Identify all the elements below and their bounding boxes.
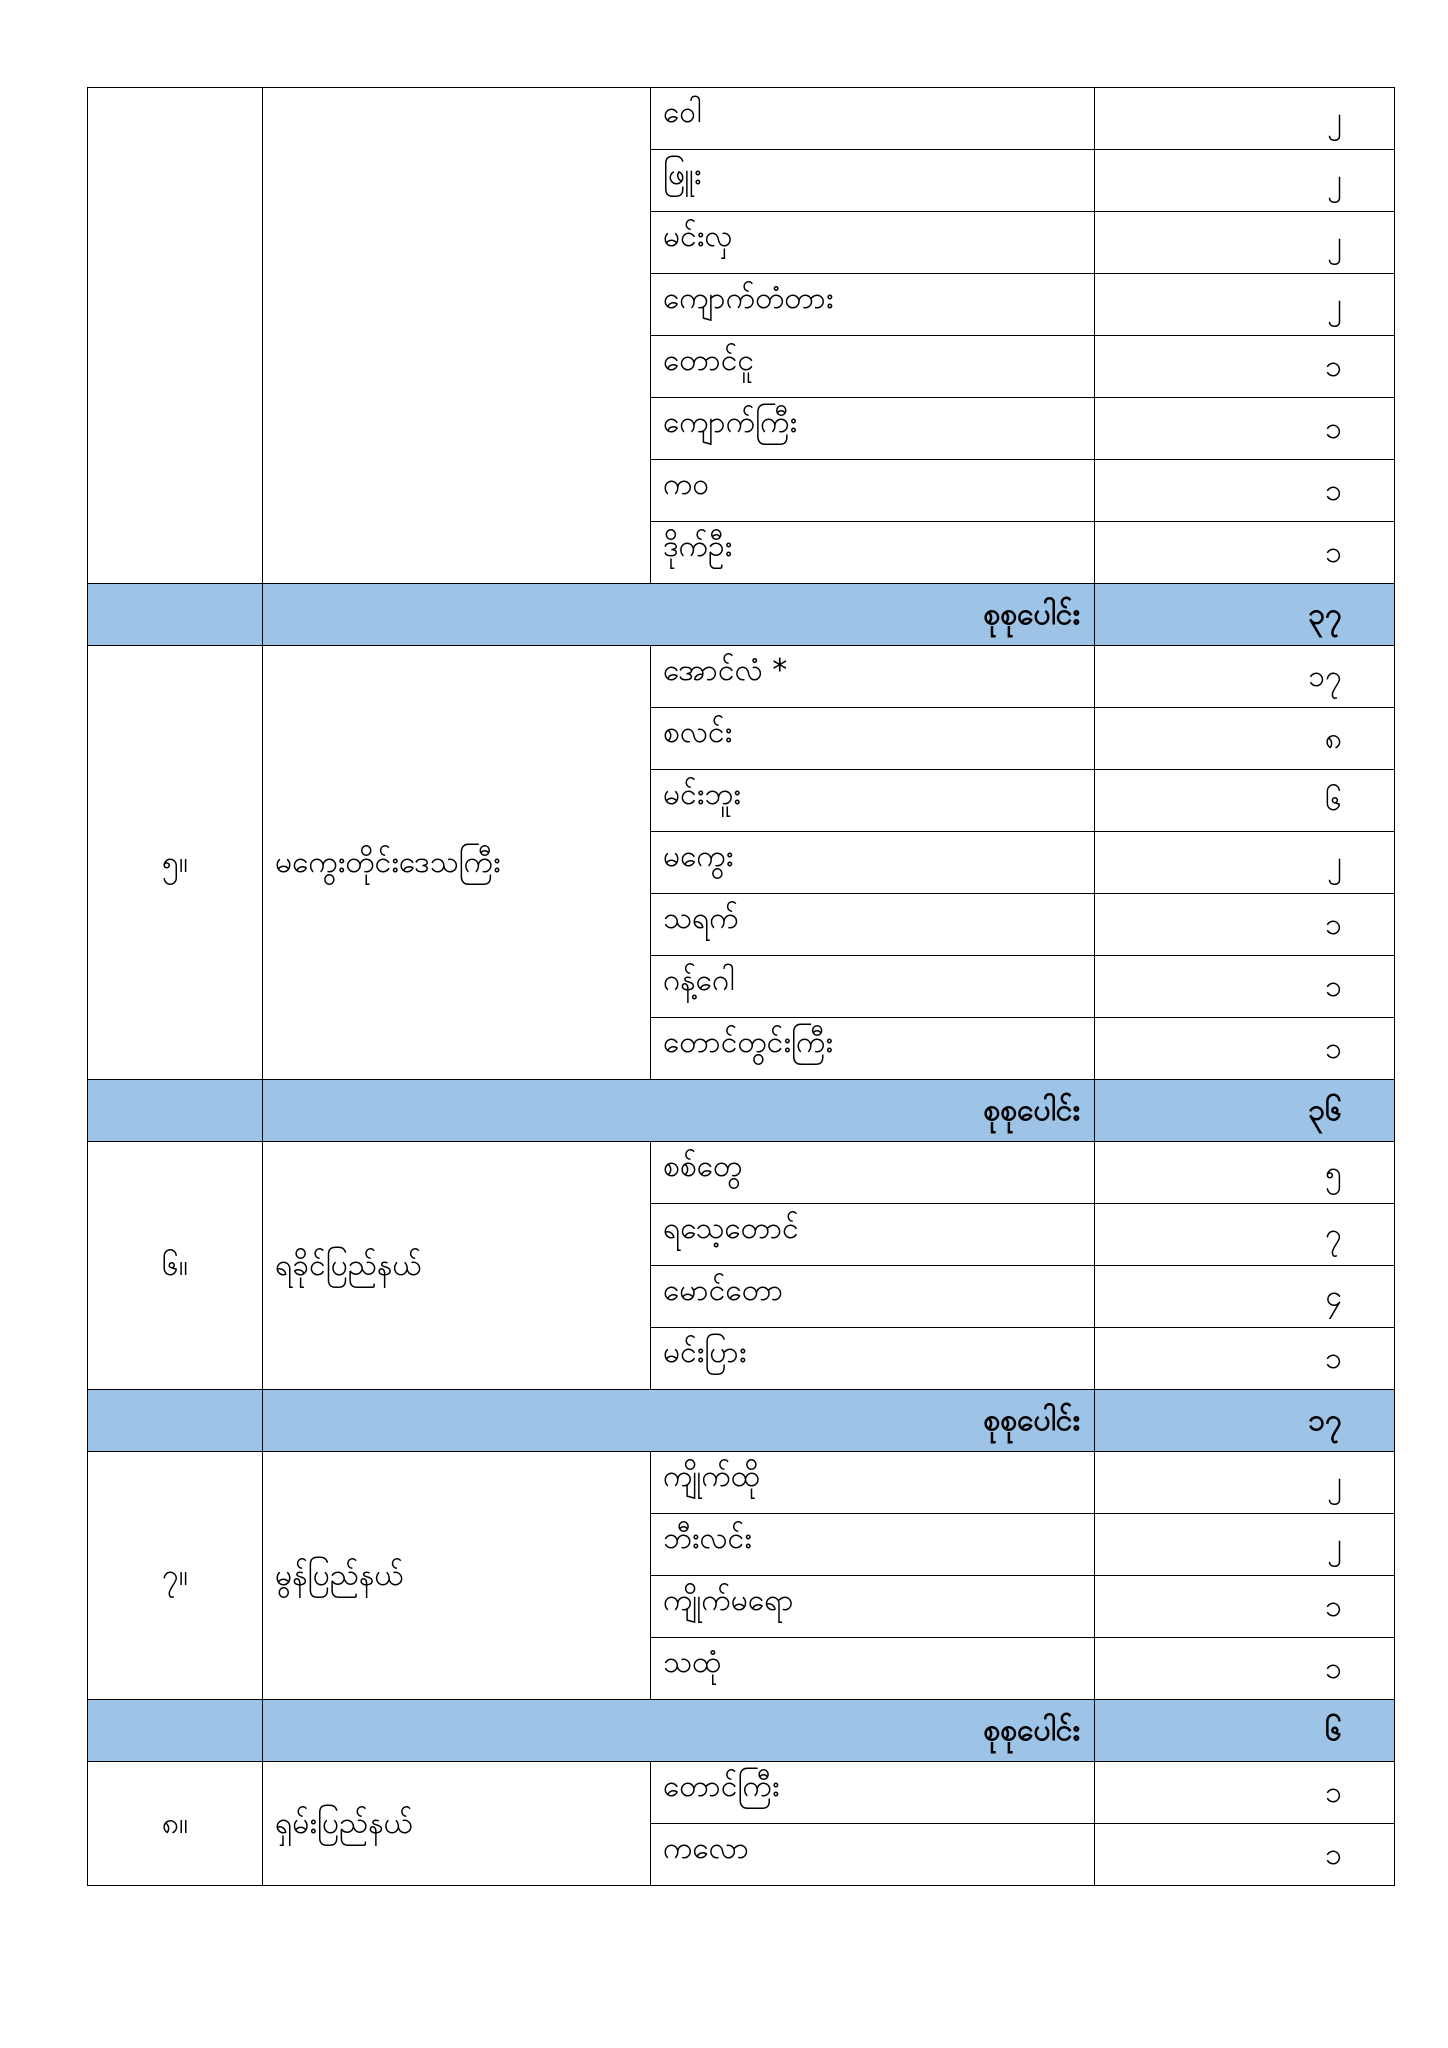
region-name: ရှမ်းပြည်နယ် bbox=[263, 1762, 651, 1886]
township-count: ၂ bbox=[1095, 212, 1395, 274]
section-number: ၆။ bbox=[88, 1142, 263, 1390]
total-label: စုစုပေါင်း bbox=[263, 1080, 1095, 1142]
township-name: သထုံ bbox=[651, 1638, 1095, 1700]
township-count: ၁ bbox=[1095, 1762, 1395, 1824]
total-value: ၁၇ bbox=[1095, 1390, 1395, 1452]
total-row-spacer bbox=[88, 584, 263, 646]
township-name: မကွေး bbox=[651, 832, 1095, 894]
total-value: ၃၇ bbox=[1095, 584, 1395, 646]
total-label: စုစုပေါင်း bbox=[263, 1390, 1095, 1452]
township-name: ကျိုက်မရော bbox=[651, 1576, 1095, 1638]
township-name: ကျိုက်ထို bbox=[651, 1452, 1095, 1514]
township-count: ၂ bbox=[1095, 88, 1395, 150]
township-name: မင်းပြား bbox=[651, 1328, 1095, 1390]
township-name: ဂန့်ဂေါ bbox=[651, 956, 1095, 1018]
total-row-spacer bbox=[88, 1080, 263, 1142]
township-name: မင်းလှ bbox=[651, 212, 1095, 274]
total-label: စုစုပေါင်း bbox=[263, 1700, 1095, 1762]
township-count: ၁ bbox=[1095, 1638, 1395, 1700]
township-count: ၂ bbox=[1095, 832, 1395, 894]
table-row bbox=[88, 88, 1395, 150]
table-body bbox=[88, 88, 1395, 1886]
township-name: ကဝ bbox=[651, 460, 1095, 522]
township-count: ၄ bbox=[1095, 1266, 1395, 1328]
township-count: ၈ bbox=[1095, 708, 1395, 770]
section-number: ၇။ bbox=[88, 1452, 263, 1700]
township-count: ၁ bbox=[1095, 894, 1395, 956]
section-number: ၈။ bbox=[88, 1762, 263, 1886]
township-count: ၁ bbox=[1095, 460, 1395, 522]
section-number: ၅။ bbox=[88, 646, 263, 1080]
township-count: ၁ bbox=[1095, 1018, 1395, 1080]
total-row bbox=[88, 1080, 1395, 1142]
table-row bbox=[88, 1762, 1395, 1824]
township-name: စစ်တွေ bbox=[651, 1142, 1095, 1204]
township-count: ၆ bbox=[1095, 770, 1395, 832]
township-name: ဖြူး bbox=[651, 150, 1095, 212]
table-row bbox=[88, 1142, 1395, 1204]
township-name: အောင်လံ * bbox=[651, 646, 1095, 708]
total-row bbox=[88, 1700, 1395, 1762]
township-count: ၂ bbox=[1095, 274, 1395, 336]
township-name: ကျောက်တံတား bbox=[651, 274, 1095, 336]
township-name: ကျောက်ကြီး bbox=[651, 398, 1095, 460]
township-name: တောင်ကြီး bbox=[651, 1762, 1095, 1824]
township-name: မောင်တော bbox=[651, 1266, 1095, 1328]
region-name: ရခိုင်ပြည်နယ် bbox=[263, 1142, 651, 1390]
total-row-spacer bbox=[88, 1390, 263, 1452]
township-count: ၂ bbox=[1095, 1452, 1395, 1514]
total-value: ၆ bbox=[1095, 1700, 1395, 1762]
township-name: ဒိုက်ဦး bbox=[651, 522, 1095, 584]
table-row bbox=[88, 646, 1395, 708]
region-name: မကွေးတိုင်းဒေသကြီး bbox=[263, 646, 651, 1080]
total-row bbox=[88, 1390, 1395, 1452]
township-count: ၁၇ bbox=[1095, 646, 1395, 708]
township-count: ၁ bbox=[1095, 398, 1395, 460]
section-number bbox=[88, 88, 263, 584]
region-name bbox=[263, 88, 651, 584]
township-count: ၂ bbox=[1095, 1514, 1395, 1576]
region-name: မွန်ပြည်နယ် bbox=[263, 1452, 651, 1700]
township-count: ၇ bbox=[1095, 1204, 1395, 1266]
township-name: စလင်း bbox=[651, 708, 1095, 770]
township-name: ကလော bbox=[651, 1824, 1095, 1886]
township-name: ဝေါ bbox=[651, 88, 1095, 150]
township-name: သရက် bbox=[651, 894, 1095, 956]
table-row bbox=[88, 1452, 1395, 1514]
township-name: ရသေ့တောင် bbox=[651, 1204, 1095, 1266]
township-name: မင်းဘူး bbox=[651, 770, 1095, 832]
township-name: တောင်တွင်းကြီး bbox=[651, 1018, 1095, 1080]
township-count: ၁ bbox=[1095, 1576, 1395, 1638]
township-count: ၁ bbox=[1095, 336, 1395, 398]
total-row-spacer bbox=[88, 1700, 263, 1762]
total-value: ၃၆ bbox=[1095, 1080, 1395, 1142]
total-row bbox=[88, 584, 1395, 646]
township-name: ဘီးလင်း bbox=[651, 1514, 1095, 1576]
township-count-table bbox=[87, 87, 1395, 1886]
township-name: တောင်ငူ bbox=[651, 336, 1095, 398]
township-count: ၁ bbox=[1095, 522, 1395, 584]
total-label: စုစုပေါင်း bbox=[263, 584, 1095, 646]
township-count: ၁ bbox=[1095, 1824, 1395, 1886]
township-count: ၁ bbox=[1095, 956, 1395, 1018]
township-count: ၁ bbox=[1095, 1328, 1395, 1390]
township-count: ၂ bbox=[1095, 150, 1395, 212]
township-count: ၅ bbox=[1095, 1142, 1395, 1204]
